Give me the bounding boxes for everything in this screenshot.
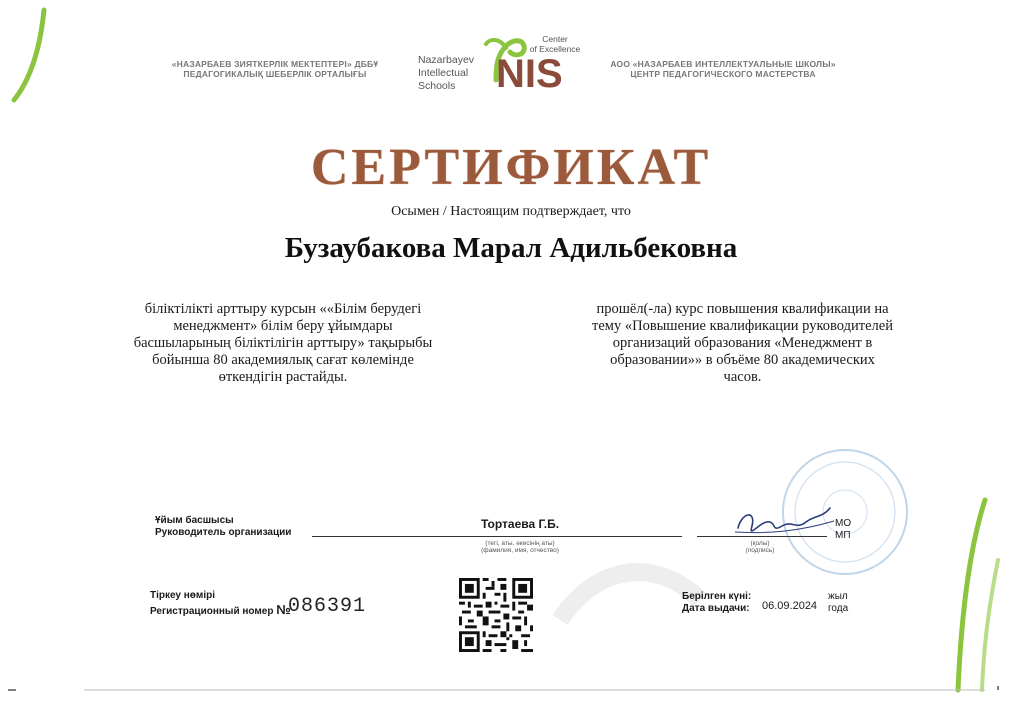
- logo-tag-1: Center: [542, 34, 568, 44]
- body-text-kz: [108, 301, 458, 386]
- issue-date-label-kz: Берілген күні:: [682, 591, 752, 602]
- issue-date-value: 06.09.2024: [762, 600, 818, 612]
- stamp-label-ru: МП: [835, 530, 851, 541]
- body-kz-line: менеджмент» білім беру ұйымдары: [173, 318, 393, 334]
- sign-caption: [730, 540, 790, 554]
- name-underline: [312, 536, 682, 537]
- registration-label: [150, 590, 291, 618]
- body-ru-line: организаций образования «Менеджмент в: [612, 335, 873, 351]
- body-ru-line: часов.: [723, 369, 762, 385]
- body-ru-line: прошёл(-ла) курс повышения квалификации на: [596, 301, 889, 317]
- logo-line-1: Nazarbayev: [418, 54, 475, 66]
- official-stamp-icon: [783, 450, 907, 574]
- header-right-org: [598, 59, 848, 79]
- logo-line-2: Intellectual: [418, 67, 469, 79]
- stamp-label-kz: МО: [835, 518, 852, 529]
- header-right-line-1: АОО «НАЗАРБАЕВ ИНТЕЛЛЕКТУАЛЬНЫЕ ШКОЛЫ»: [610, 59, 836, 69]
- green-swoosh-top-left-icon: [14, 10, 44, 100]
- stamp-place-label: [835, 518, 851, 542]
- issue-date-label: [682, 591, 751, 615]
- header-left-line-2: ПЕДАГОГИКАЛЫҚ ШЕБЕРЛІК ОРТАЛЫҒЫ: [183, 69, 367, 79]
- org-head-label: [155, 515, 291, 539]
- body-kz-line: басшыларының біліктілігін арттыру» тақырыбы: [133, 335, 433, 351]
- certificate-title: СЕРТИФИКАТ: [310, 139, 712, 196]
- body-kz-line: бойынша 80 академиялық сағат көлемінде: [152, 352, 414, 368]
- name-caption-kz: (тегі, аты, әкесінің аты): [485, 540, 555, 547]
- registration-number: 086391: [288, 595, 367, 618]
- year-suffix-ru: года: [828, 603, 849, 614]
- sign-caption-kz: (қолы): [750, 540, 770, 547]
- header-right-line-2: ЦЕНТР ПЕДАГОГИЧЕСКОГО МАСТЕРСТВА: [630, 69, 816, 79]
- name-caption: [420, 540, 620, 554]
- org-head-label-kz: Ұйым басшысы: [155, 515, 234, 526]
- org-head-label-ru: Руководитель организации: [155, 527, 292, 538]
- logo-line-3: Schools: [418, 80, 456, 92]
- number-sign: №: [276, 602, 291, 617]
- body-text-ru: [555, 301, 930, 386]
- name-caption-ru: (фамилия, имя, отчество): [481, 547, 559, 554]
- body-ru-line: образовании»» в объёме 80 академических: [610, 352, 875, 368]
- confirm-text: Осымен / Настоящим подтверждает, что: [391, 204, 631, 219]
- logo-tag-2: of Excellence: [529, 44, 581, 54]
- header-left-line-1: «НАЗАРБАЕВ ЗИЯТКЕРЛІК МЕКТЕПТЕРІ» ДББҰ: [171, 59, 379, 69]
- green-swoosh-bottom-right-icon: [958, 500, 985, 690]
- issue-date-suffix: [828, 591, 848, 615]
- org-head-name: Тортаева Г.Б.: [480, 517, 560, 531]
- issue-date-label-ru: Дата выдачи:: [682, 603, 750, 614]
- body-ru-line: тему «Повышение квалификации руководителей: [592, 318, 893, 334]
- registration-label-kz: Тіркеу нөмірі: [150, 590, 215, 601]
- header-left-org: [160, 59, 390, 79]
- qr-code-icon: [459, 578, 533, 652]
- registration-label-ru-row: [150, 604, 291, 618]
- sign-caption-ru: (подпись): [745, 547, 775, 554]
- nis-logo: [418, 24, 588, 96]
- recipient-name: Бузаубакова Марал Адильбековна: [284, 232, 738, 264]
- year-suffix-kz: жыл: [828, 591, 848, 602]
- body-kz-line: біліктілікті арттыру курсын ««Білім берудегі: [144, 301, 422, 317]
- registration-label-ru: Регистрационный номер: [150, 606, 274, 617]
- signature-underline: [697, 536, 827, 537]
- body-kz-line: өткендігін растайды.: [218, 369, 348, 385]
- logo-brand: NIS: [496, 52, 563, 96]
